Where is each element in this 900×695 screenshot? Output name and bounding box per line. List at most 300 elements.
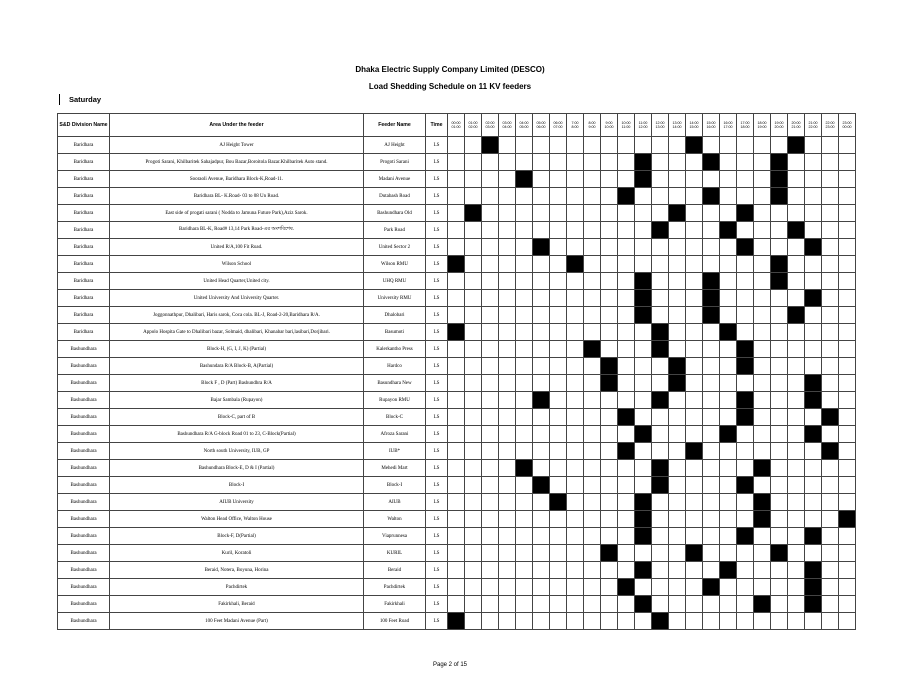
- slot-cell: [805, 494, 822, 511]
- slot-cell: [771, 358, 788, 375]
- slot-cell: [805, 154, 822, 171]
- slot-cell: [839, 579, 856, 596]
- time-slot-header: [703, 114, 720, 137]
- division-cell: Baridhara: [58, 137, 110, 154]
- slot-cell: [499, 477, 516, 494]
- slot-cell: [805, 205, 822, 222]
- division-cell: Baridhara: [58, 324, 110, 341]
- slot-cell: [737, 494, 754, 511]
- division-cell: Bashundhara: [58, 511, 110, 528]
- slot-cell: [737, 256, 754, 273]
- slot-cell: [822, 324, 839, 341]
- shed-slot-cell: [533, 477, 550, 494]
- slot-cell: [669, 290, 686, 307]
- slot-cell: [703, 477, 720, 494]
- time-cell: LS: [426, 409, 448, 426]
- slot-cell: [516, 494, 533, 511]
- feeder-cell: KURIL: [364, 545, 426, 562]
- slot-cell: [771, 596, 788, 613]
- slot-cell: [584, 528, 601, 545]
- slot-cell: [584, 375, 601, 392]
- slot-cell: [584, 307, 601, 324]
- shed-slot-cell: [635, 171, 652, 188]
- slot-cell: [788, 375, 805, 392]
- slot-cell: [669, 154, 686, 171]
- slot-cell: [482, 290, 499, 307]
- slot-cell: [839, 307, 856, 324]
- slot-cell: [822, 562, 839, 579]
- slot-cell: [618, 528, 635, 545]
- division-cell: Bashundhara: [58, 613, 110, 630]
- slot-cell: [686, 392, 703, 409]
- shed-slot-cell: [737, 358, 754, 375]
- slot-cell: [482, 239, 499, 256]
- feeder-cell: Fakirkhali: [364, 596, 426, 613]
- table-row: [58, 392, 856, 409]
- slot-cell: [652, 375, 669, 392]
- time-slot-header: [788, 114, 805, 137]
- slot-cell: [533, 188, 550, 205]
- feeder-cell: Pachdirtek: [364, 579, 426, 596]
- slot-cell: [533, 443, 550, 460]
- slot-cell: [618, 290, 635, 307]
- shed-slot-cell: [754, 460, 771, 477]
- table-row: [58, 596, 856, 613]
- slot-cell: [788, 511, 805, 528]
- slot-cell: [839, 205, 856, 222]
- slot-end: 15:00: [689, 125, 699, 129]
- slot-cell: [686, 222, 703, 239]
- slot-cell: [839, 613, 856, 630]
- table-row: [58, 426, 856, 443]
- slot-cell: [601, 511, 618, 528]
- slot-cell: [771, 477, 788, 494]
- slot-cell: [448, 579, 465, 596]
- slot-cell: [482, 154, 499, 171]
- slot-cell: [754, 290, 771, 307]
- area-cell: Kuril, Koratoli: [110, 545, 364, 562]
- division-cell: Bashundhara: [58, 341, 110, 358]
- slot-cell: [482, 596, 499, 613]
- slot-cell: [686, 579, 703, 596]
- slot-cell: [601, 341, 618, 358]
- slot-end: 05:00: [519, 125, 529, 129]
- area-cell: Pachdirtek: [110, 579, 364, 596]
- slot-cell: [754, 137, 771, 154]
- slot-cell: [584, 562, 601, 579]
- slot-cell: [482, 460, 499, 477]
- load-shedding-table: [57, 113, 856, 630]
- slot-cell: [703, 375, 720, 392]
- slot-cell: [686, 324, 703, 341]
- slot-cell: [839, 171, 856, 188]
- slot-start: 18:00: [757, 120, 767, 125]
- feeder-cell: Afroza Sarani: [364, 426, 426, 443]
- division-cell: Bashundhara: [58, 426, 110, 443]
- slot-cell: [822, 137, 839, 154]
- slot-cell: [771, 511, 788, 528]
- slot-cell: [584, 256, 601, 273]
- division-cell: Baridhara: [58, 222, 110, 239]
- slot-cell: [686, 494, 703, 511]
- shed-slot-cell: [652, 392, 669, 409]
- slot-cell: [771, 579, 788, 596]
- slot-cell: [601, 477, 618, 494]
- shed-slot-cell: [737, 409, 754, 426]
- feeder-cell: Basundhara New: [364, 375, 426, 392]
- slot-cell: [516, 205, 533, 222]
- area-cell: Bajar Sambala (Rupayon): [110, 392, 364, 409]
- slot-cell: [652, 443, 669, 460]
- slot-cell: [448, 290, 465, 307]
- slot-cell: [737, 579, 754, 596]
- shed-slot-cell: [584, 341, 601, 358]
- time-slot-header: [448, 114, 465, 137]
- division-cell: Bashundhara: [58, 443, 110, 460]
- slot-cell: [550, 596, 567, 613]
- time-cell: LS: [426, 528, 448, 545]
- slot-cell: [686, 256, 703, 273]
- slot-start: 14:00: [689, 120, 699, 125]
- slot-cell: [499, 392, 516, 409]
- time-cell: LS: [426, 562, 448, 579]
- slot-cell: [465, 290, 482, 307]
- slot-cell: [584, 358, 601, 375]
- time-cell: LS: [426, 392, 448, 409]
- slot-cell: [618, 358, 635, 375]
- area-cell: Wilson School: [110, 256, 364, 273]
- slot-cell: [652, 579, 669, 596]
- slot-cell: [822, 205, 839, 222]
- slot-cell: [652, 273, 669, 290]
- slot-start: 7:00: [571, 120, 579, 125]
- slot-cell: [567, 171, 584, 188]
- feeder-cell: Beraid: [364, 562, 426, 579]
- slot-cell: [720, 239, 737, 256]
- slot-cell: [448, 528, 465, 545]
- slot-cell: [533, 222, 550, 239]
- slot-cell: [669, 171, 686, 188]
- table-row: [58, 511, 856, 528]
- slot-cell: [720, 137, 737, 154]
- shed-slot-cell: [754, 511, 771, 528]
- time-cell: LS: [426, 171, 448, 188]
- time-cell: LS: [426, 137, 448, 154]
- slot-cell: [533, 273, 550, 290]
- slot-cell: [567, 528, 584, 545]
- shed-slot-cell: [720, 324, 737, 341]
- slot-end: 18:00: [740, 125, 750, 129]
- slot-cell: [601, 613, 618, 630]
- feeder-header: Feeder Name: [364, 114, 426, 137]
- slot-cell: [516, 273, 533, 290]
- slot-cell: [805, 307, 822, 324]
- slot-end: 02:00: [468, 125, 478, 129]
- slot-cell: [703, 205, 720, 222]
- time-slot-header: [567, 114, 584, 137]
- slot-cell: [771, 562, 788, 579]
- slot-cell: [567, 613, 584, 630]
- area-cell: North south University, IUB, GP: [110, 443, 364, 460]
- slot-cell: [482, 511, 499, 528]
- slot-cell: [618, 545, 635, 562]
- slot-cell: [601, 426, 618, 443]
- slot-cell: [465, 154, 482, 171]
- slot-cell: [822, 579, 839, 596]
- area-cell: AJ Height Tower: [110, 137, 364, 154]
- slot-cell: [788, 171, 805, 188]
- slot-end: 16:00: [706, 125, 716, 129]
- slot-cell: [465, 324, 482, 341]
- division-cell: Baridhara: [58, 290, 110, 307]
- slot-cell: [567, 443, 584, 460]
- slot-cell: [533, 375, 550, 392]
- slot-cell: [567, 205, 584, 222]
- slot-cell: [618, 613, 635, 630]
- slot-cell: [703, 596, 720, 613]
- slot-cell: [737, 154, 754, 171]
- division-cell: Baridhara: [58, 171, 110, 188]
- slot-cell: [839, 426, 856, 443]
- slot-cell: [754, 477, 771, 494]
- table-row: [58, 273, 856, 290]
- time-slot-header: [669, 114, 686, 137]
- slot-cell: [652, 426, 669, 443]
- slot-cell: [533, 409, 550, 426]
- slot-cell: [686, 205, 703, 222]
- shed-slot-cell: [601, 375, 618, 392]
- slot-cell: [465, 579, 482, 596]
- slot-cell: [652, 562, 669, 579]
- slot-cell: [482, 443, 499, 460]
- slot-cell: [533, 545, 550, 562]
- slot-cell: [686, 273, 703, 290]
- slot-cell: [720, 188, 737, 205]
- slot-cell: [771, 222, 788, 239]
- slot-cell: [805, 256, 822, 273]
- slot-cell: [720, 511, 737, 528]
- slot-cell: [822, 188, 839, 205]
- slot-cell: [737, 596, 754, 613]
- shed-slot-cell: [703, 154, 720, 171]
- slot-cell: [720, 579, 737, 596]
- slot-cell: [788, 358, 805, 375]
- feeder-cell: IUB*: [364, 443, 426, 460]
- slot-cell: [720, 307, 737, 324]
- table-row: [58, 528, 856, 545]
- slot-cell: [499, 239, 516, 256]
- slot-cell: [788, 443, 805, 460]
- shed-slot-cell: [771, 154, 788, 171]
- slot-cell: [584, 477, 601, 494]
- shed-slot-cell: [822, 409, 839, 426]
- slot-cell: [448, 171, 465, 188]
- slot-cell: [465, 545, 482, 562]
- slot-cell: [737, 290, 754, 307]
- slot-cell: [788, 205, 805, 222]
- slot-cell: [703, 341, 720, 358]
- slot-start: 16:00: [723, 120, 733, 125]
- slot-cell: [788, 494, 805, 511]
- slot-cell: [516, 545, 533, 562]
- slot-cell: [720, 358, 737, 375]
- slot-cell: [516, 188, 533, 205]
- slot-cell: [754, 443, 771, 460]
- slot-cell: [482, 222, 499, 239]
- slot-cell: [669, 579, 686, 596]
- slot-cell: [635, 239, 652, 256]
- slot-cell: [533, 154, 550, 171]
- time-cell: LS: [426, 477, 448, 494]
- area-cell: Baridhara BL- K.Road- 03 to 08 Un Road.: [110, 188, 364, 205]
- slot-cell: [499, 154, 516, 171]
- slot-cell: [567, 562, 584, 579]
- slot-cell: [618, 222, 635, 239]
- area-cell: Joggonnathpur, Dhalibari, Haris sarok, Coca cola. BL-J, Road-2-20,Baridhara R/A.: [110, 307, 364, 324]
- time-slot-header: [737, 114, 754, 137]
- slot-cell: [669, 562, 686, 579]
- feeder-cell: Kalerkantho Press: [364, 341, 426, 358]
- time-cell: LS: [426, 613, 448, 630]
- shed-slot-cell: [635, 290, 652, 307]
- slot-cell: [669, 460, 686, 477]
- slot-cell: [686, 528, 703, 545]
- feeder-cell: Wilson RMU: [364, 256, 426, 273]
- slot-cell: [499, 324, 516, 341]
- slot-cell: [635, 375, 652, 392]
- shed-slot-cell: [737, 239, 754, 256]
- slot-cell: [822, 511, 839, 528]
- slot-cell: [499, 273, 516, 290]
- shed-slot-cell: [533, 392, 550, 409]
- slot-end: 03:00: [485, 125, 495, 129]
- slot-cell: [448, 154, 465, 171]
- feeder-cell: United Sector 2: [364, 239, 426, 256]
- division-cell: Bashundhara: [58, 409, 110, 426]
- slot-cell: [550, 409, 567, 426]
- slot-cell: [788, 392, 805, 409]
- slot-cell: [550, 477, 567, 494]
- schedule-subtitle: Load Shedding Schedule on 11 KV feeders: [368, 82, 532, 91]
- shed-slot-cell: [635, 528, 652, 545]
- slot-start: 9:00: [605, 120, 613, 125]
- slot-cell: [669, 307, 686, 324]
- slot-cell: [652, 596, 669, 613]
- time-slot-header: [805, 114, 822, 137]
- slot-start: 11:00: [638, 120, 648, 125]
- time-cell: LS: [426, 545, 448, 562]
- slot-cell: [839, 137, 856, 154]
- slot-end: 12:00: [638, 125, 648, 129]
- slot-cell: [669, 409, 686, 426]
- slot-cell: [601, 460, 618, 477]
- slot-cell: [584, 443, 601, 460]
- slot-cell: [669, 392, 686, 409]
- slot-cell: [465, 528, 482, 545]
- slot-cell: [652, 205, 669, 222]
- slot-cell: [737, 171, 754, 188]
- slot-cell: [516, 511, 533, 528]
- slot-cell: [584, 137, 601, 154]
- slot-cell: [754, 358, 771, 375]
- time-slot-header: [839, 114, 856, 137]
- slot-cell: [499, 460, 516, 477]
- slot-cell: [482, 273, 499, 290]
- slot-cell: [516, 426, 533, 443]
- slot-cell: [754, 562, 771, 579]
- slot-cell: [516, 392, 533, 409]
- feeder-cell: Mehedi Mart: [364, 460, 426, 477]
- slot-cell: [584, 511, 601, 528]
- slot-cell: [550, 426, 567, 443]
- slot-cell: [533, 137, 550, 154]
- slot-cell: [567, 358, 584, 375]
- shed-slot-cell: [788, 222, 805, 239]
- time-slot-header: [822, 114, 839, 137]
- table-row: [58, 562, 856, 579]
- shed-slot-cell: [805, 290, 822, 307]
- slot-cell: [771, 460, 788, 477]
- slot-cell: [448, 511, 465, 528]
- slot-end: 19:00: [757, 125, 767, 129]
- shed-slot-cell: [618, 443, 635, 460]
- time-cell: LS: [426, 307, 448, 324]
- slot-cell: [788, 341, 805, 358]
- slot-cell: [618, 511, 635, 528]
- slot-cell: [805, 409, 822, 426]
- slot-cell: [754, 426, 771, 443]
- day-label: Saturday: [69, 95, 102, 104]
- slot-cell: [788, 290, 805, 307]
- slot-cell: [482, 256, 499, 273]
- slot-cell: [771, 528, 788, 545]
- slot-cell: [788, 273, 805, 290]
- shed-slot-cell: [635, 494, 652, 511]
- slot-cell: [618, 256, 635, 273]
- slot-cell: [652, 154, 669, 171]
- slot-start: 01:00: [468, 120, 478, 125]
- slot-cell: [618, 460, 635, 477]
- shed-slot-cell: [771, 273, 788, 290]
- slot-cell: [584, 409, 601, 426]
- slot-cell: [652, 511, 669, 528]
- slot-cell: [703, 239, 720, 256]
- slot-cell: [448, 545, 465, 562]
- time-slot-header: [482, 114, 499, 137]
- time-cell: LS: [426, 596, 448, 613]
- slot-cell: [567, 392, 584, 409]
- slot-cell: [703, 528, 720, 545]
- slot-cell: [567, 579, 584, 596]
- feeder-cell: Basumoti: [364, 324, 426, 341]
- slot-cell: [669, 273, 686, 290]
- slot-cell: [669, 511, 686, 528]
- slot-cell: [601, 222, 618, 239]
- table-row: [58, 154, 856, 171]
- table-row: [58, 290, 856, 307]
- slot-cell: [465, 460, 482, 477]
- slot-cell: [550, 375, 567, 392]
- slot-cell: [618, 341, 635, 358]
- slot-cell: [822, 613, 839, 630]
- time-slot-header: [686, 114, 703, 137]
- table-row: [58, 545, 856, 562]
- slot-cell: [550, 392, 567, 409]
- slot-cell: [788, 256, 805, 273]
- slot-cell: [839, 324, 856, 341]
- area-cell: East side of progati sarani ( Nodda to Jamuna Future Park),Aziz Sarok.: [110, 205, 364, 222]
- slot-cell: [533, 579, 550, 596]
